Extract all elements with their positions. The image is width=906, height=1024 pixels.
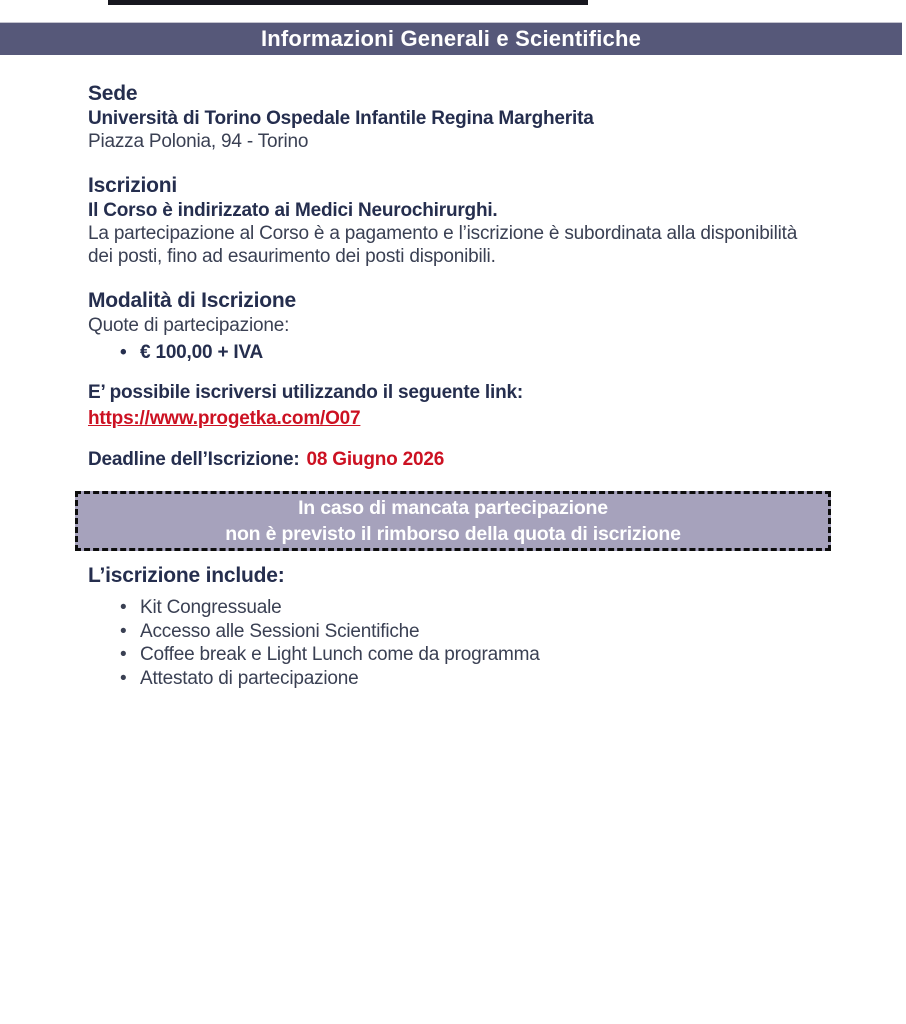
deadline-label: Deadline dell’Iscrizione: <box>88 449 300 470</box>
bullet-icon: • <box>120 620 127 642</box>
fees-intro-text: Quote di partecipazione: <box>88 315 290 336</box>
list-item <box>120 620 540 644</box>
venue-address: Piazza Polonia, 94 - Torino <box>88 131 309 152</box>
inclusions-heading: L’iscrizione include: <box>88 564 285 587</box>
inclusions-section <box>88 562 540 690</box>
iscrizioni-heading: Iscrizioni <box>88 174 178 197</box>
deadline-date: 08 Giugno 2026 <box>306 449 445 470</box>
cropped-content-strip <box>108 0 588 5</box>
bullet-icon: • <box>120 342 127 363</box>
list-item-label: Kit Congressuale <box>140 597 282 618</box>
inclusions-list <box>88 596 540 690</box>
modalita-section <box>88 287 296 364</box>
fee-amount: € 100,00 + IVA <box>140 342 264 363</box>
sede-heading: Sede <box>88 82 138 105</box>
sede-section <box>88 80 594 153</box>
bullet-icon: • <box>120 644 127 665</box>
list-item-label: Attestato di partecipazione <box>140 667 359 689</box>
notice-line-1: In caso di mancata partecipazione <box>298 497 608 519</box>
no-refund-notice-box <box>75 491 831 551</box>
bullet-icon: • <box>120 667 127 689</box>
fee-item <box>120 341 296 364</box>
section-header-bar <box>0 22 902 55</box>
link-label-text: E’ possibile iscriversi utilizzando il seguente link: <box>88 382 523 403</box>
registration-link[interactable]: https://www.progetka.com/O07 <box>88 408 361 429</box>
iscrizioni-section <box>88 172 800 268</box>
course-target-text: Il Corso è indirizzato ai Medici Neurochirurghi. <box>88 200 498 221</box>
list-item-label: Coffee break e Light Lunch come da programma <box>140 644 540 665</box>
list-item <box>120 643 540 667</box>
page-title: Informazioni Generali e Scientifiche <box>260 26 642 51</box>
registration-link-section <box>88 381 523 430</box>
list-item <box>120 596 540 620</box>
modalita-heading: Modalità di Iscrizione <box>88 289 296 312</box>
notice-line-2: non è previsto il rimborso della quota di iscrizione <box>225 523 681 545</box>
list-item <box>120 667 540 691</box>
venue-name: Università di Torino Ospedale Infantile Regina Margherita <box>88 108 594 129</box>
deadline-section <box>88 448 444 471</box>
registration-terms-text: La partecipazione al Corso è a pagamento e l’iscrizione è subordinata alla disponibilità dei posti, fino ad esaurimento dei posti disponibili. <box>88 223 798 267</box>
list-item-label: Accesso alle Sessioni Scientifiche <box>140 620 420 642</box>
bullet-icon: • <box>120 597 127 618</box>
